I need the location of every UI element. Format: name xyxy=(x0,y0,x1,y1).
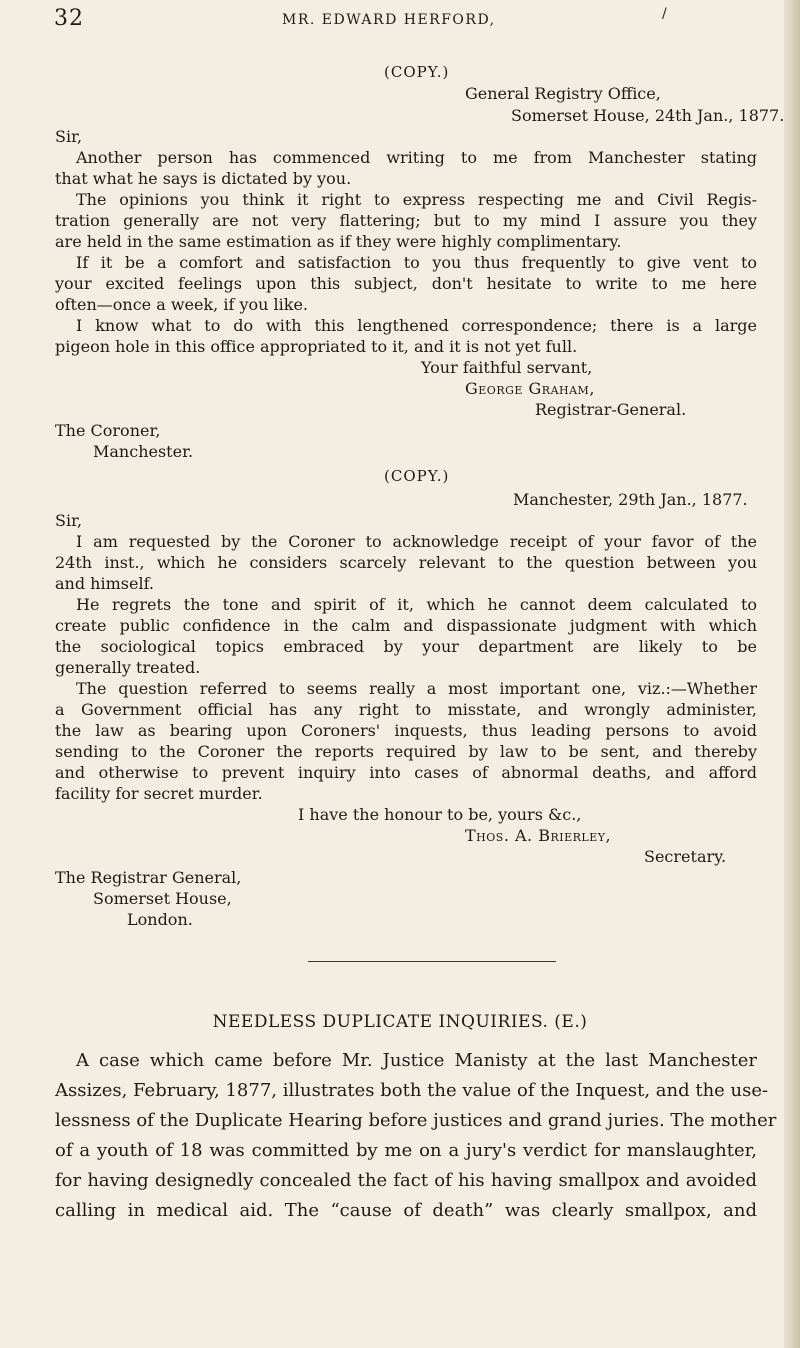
addressee-line: London. xyxy=(127,910,193,929)
body-line: lessness of the Duplicate Hearing before justices and grand juries. The mother xyxy=(55,1110,777,1131)
addressee-line: Somerset House, xyxy=(93,889,232,908)
letter-line: I know what to do with this lengthened correspondence; there is a large xyxy=(76,316,757,335)
letter-line: that what he says is dictated by you. xyxy=(55,169,352,188)
letter-closing: I have the honour to be, yours &c., xyxy=(298,805,582,824)
addressee-line: The Coroner, xyxy=(55,421,161,440)
letter-line: generally treated. xyxy=(55,658,201,677)
signer-name: George Graham, xyxy=(465,379,595,398)
addressee-line: Manchester. xyxy=(93,442,194,461)
letter-line: often—once a week, if you like. xyxy=(55,295,309,314)
body-line: Assizes, February, 1877, illustrates both the value of the Inquest, and the use- xyxy=(55,1080,769,1101)
letter-line: sending to the Coroner the reports required by law to be sent, and thereby xyxy=(55,742,757,761)
letter-line: Another person has commenced writing to me from Manchester stating xyxy=(76,148,757,167)
letter-line: tration generally are not very flattering; but to my mind I assure you they xyxy=(55,211,757,230)
copy-label: (COPY.) xyxy=(384,467,450,485)
letter-line: and himself. xyxy=(55,574,154,593)
salutation: Sir, xyxy=(55,127,83,146)
letter-line: facility for secret murder. xyxy=(55,784,263,803)
letter-line: He regrets the tone and spirit of it, which he cannot deem calculated to xyxy=(76,595,757,614)
letter-line: the sociological topics embraced by your department are likely to be xyxy=(55,637,757,656)
copy-label: (COPY.) xyxy=(384,63,450,81)
margin-mark: / xyxy=(662,6,667,22)
letter-line: I am requested by the Coroner to acknowledge receipt of your favor of the xyxy=(76,532,757,551)
section-divider xyxy=(308,961,556,962)
letter-line: create public confidence in the calm and dispassionate judgment with which xyxy=(55,616,757,635)
letter-line: If it be a comfort and satisfaction to you thus frequently to give vent to xyxy=(76,253,757,272)
body-line: of a youth of 18 was committed by me on a jury's verdict for manslaughter, xyxy=(55,1140,757,1161)
addressee-line: The Registrar General, xyxy=(55,868,242,887)
body-line: A case which came before Mr. Justice Manisty at the last Manchester xyxy=(76,1050,757,1071)
body-line: for having designedly concealed the fact of his having smallpox and avoided xyxy=(55,1170,757,1191)
signer-name: Thos. A. Brierley, xyxy=(465,826,612,845)
dateline: Manchester, 29th Jan., 1877. xyxy=(513,490,748,509)
letter-line: are held in the same estimation as if they were highly complimentary. xyxy=(55,232,622,251)
page-edge-shadow xyxy=(784,0,800,1348)
dateline: Somerset House, 24th Jan., 1877. xyxy=(511,106,785,125)
letter-line: The question referred to seems really a most important one, viz.:—Whether xyxy=(76,679,757,698)
section-heading: NEEDLESS DUPLICATE INQUIRIES. (E.) xyxy=(212,1012,588,1032)
salutation: Sir, xyxy=(55,511,83,530)
letter-line: the law as bearing upon Coroners' inquests, thus leading persons to avoid xyxy=(55,721,757,740)
body-line: calling in medical aid. The “cause of death” was clearly smallpox, and xyxy=(55,1200,757,1221)
page-number: 32 xyxy=(54,6,84,31)
letter-line: 24th inst., which he considers scarcely relevant to the question between you xyxy=(55,553,757,572)
signer-title: Registrar-General. xyxy=(535,400,687,419)
letter-line: pigeon hole in this office appropriated to it, and it is not yet full. xyxy=(55,337,578,356)
signer-title: Secretary. xyxy=(644,847,727,866)
letter-line: a Government official has any right to misstate, and wrongly administer, xyxy=(55,700,757,719)
running-title: MR. EDWARD HERFORD, xyxy=(282,12,496,28)
sender-address-line: General Registry Office, xyxy=(465,84,661,103)
letter-closing: Your faithful servant, xyxy=(421,358,593,377)
letter-line: and otherwise to prevent inquiry into cases of abnormal deaths, and afford xyxy=(55,763,757,782)
letter-line: your excited feelings upon this subject, don't hesitate to write to me here xyxy=(55,274,757,293)
letter-line: The opinions you think it right to express respecting me and Civil Regis- xyxy=(76,190,757,209)
